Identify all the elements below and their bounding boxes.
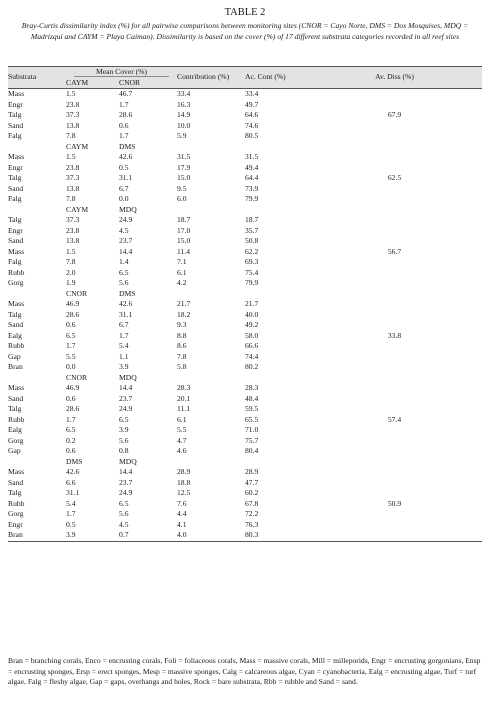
substrata-cell: Gap <box>8 446 21 455</box>
mean-cover-b-cell: 0.7 <box>119 530 177 541</box>
contribution-cell: 4.4 <box>177 509 187 518</box>
mean-cover-a-cell: 1.7 <box>66 414 76 424</box>
mean-cover-a-cell: 6.5 <box>66 330 76 340</box>
mean-cover-b-cell: 5.6 <box>119 509 129 518</box>
contribution-cell: 16.3 <box>177 99 191 109</box>
substrata-cell: Talg <box>8 215 22 224</box>
mean-cover-b-cell: 6.7 <box>119 183 129 193</box>
header-substrata: Substrata <box>8 67 66 89</box>
mean-cover-a-cell: 23.8 <box>66 225 80 235</box>
substrata-cell: Sand <box>8 183 24 193</box>
substrata-cell: Talg <box>8 110 22 119</box>
mean-cover-b-cell: 6.5 <box>119 267 129 277</box>
av-diss-cell: 62.5 <box>387 173 402 182</box>
substrata-cell: Rubb <box>8 498 25 508</box>
mean-cover-a-cell: 0.6 <box>66 393 76 403</box>
mean-cover-b-cell: 14.4 <box>119 467 133 476</box>
pair-site-b: MDQ <box>119 456 137 466</box>
contribution-cell: 4.1 <box>177 519 187 529</box>
pair-spacer <box>245 373 307 384</box>
contribution-cell: 18.8 <box>177 477 191 487</box>
table-caption: Bray-Curtis dissimilarity index (%) for all pairwise comparisons between monitoring sites (CNOR = Cayo Norte, DMS = Dos Mosquises, MDQ = Madrizquí and CAYM = Playa Caiman). Dissimilarity is based on the cover (%) of 17 different substrata categories recorded in all reef sites <box>21 21 469 41</box>
ac-cont-cell: 48.4 <box>245 393 259 403</box>
pair-spacer <box>177 289 245 300</box>
av-diss-cell: 56.7 <box>387 246 402 256</box>
contribution-cell: 10.0 <box>177 120 191 130</box>
substrata-cell: Bran <box>8 530 66 541</box>
substrata-cell: Rubb <box>8 267 25 277</box>
pair-spacer <box>8 373 66 384</box>
ac-cont-cell: 75.4 <box>245 267 259 277</box>
site-pair-row <box>8 457 482 468</box>
ac-cont-cell: 80.4 <box>245 446 259 455</box>
ac-cont-cell: 33.4 <box>245 89 259 98</box>
ac-cont-cell: 80.5 <box>245 131 259 140</box>
pair-spacer <box>307 205 482 216</box>
pair-spacer <box>307 142 482 153</box>
pair-spacer <box>245 205 307 216</box>
ac-cont-cell: 28.9 <box>245 467 259 476</box>
mean-cover-b-cell: 46.7 <box>119 89 133 98</box>
pair-spacer <box>8 289 66 300</box>
ac-cont-cell: 66.6 <box>245 341 259 350</box>
contribution-cell: 6.1 <box>177 414 187 424</box>
contribution-cell: 15.0 <box>177 173 191 182</box>
contribution-cell: 5.9 <box>177 131 187 140</box>
mean-cover-b-cell: 42.6 <box>119 299 133 308</box>
contribution-cell: 7.6 <box>177 498 187 508</box>
site-pair-row <box>8 289 482 300</box>
substrata-cell: Gorg <box>8 509 24 518</box>
mean-cover-a-cell: 1.7 <box>66 341 76 350</box>
mean-cover-a-cell: 5.4 <box>66 498 76 508</box>
pair-site-a: DMS <box>66 456 83 466</box>
table-row <box>8 299 482 310</box>
mean-cover-a-cell: 13.8 <box>66 183 80 193</box>
substrata-cell: Mass <box>8 467 25 476</box>
pair-spacer <box>245 457 307 468</box>
substrata-cell: Talg <box>8 173 22 182</box>
substrata-cell: Mass <box>8 383 25 392</box>
mean-cover-b-cell: 24.9 <box>119 404 133 413</box>
mean-cover-a-cell: 7.8 <box>66 257 76 266</box>
pair-spacer <box>177 205 245 216</box>
substrata-cell: Engr <box>8 99 23 109</box>
pair-spacer <box>307 289 482 300</box>
ac-cont-cell: 50.8 <box>245 236 259 245</box>
ac-cont-cell: 60.2 <box>245 488 259 497</box>
contribution-cell: 17.0 <box>177 225 191 235</box>
pair-site-b: MDQ <box>119 372 137 382</box>
mean-cover-a-cell: 42.6 <box>66 467 80 476</box>
pair-spacer <box>307 373 482 384</box>
substrata-cell: Engr <box>8 162 23 172</box>
table-label: TABLE 2 <box>224 7 266 18</box>
mean-cover-b-cell: 31.1 <box>119 173 133 182</box>
substrata-cell: Gap <box>8 351 21 361</box>
mean-cover-b-cell: 1.7 <box>119 131 129 140</box>
contribution-cell: 4.0 <box>177 530 245 541</box>
substrata-cell: Sand <box>8 320 24 329</box>
contribution-cell: 5.8 <box>177 362 187 371</box>
substrata-cell: Ealg <box>8 330 22 340</box>
substrata-cell: Mass <box>8 246 25 256</box>
contribution-cell: 7.8 <box>177 351 187 361</box>
substrata-cell: Sand <box>8 393 24 403</box>
pair-site-a: CAYM <box>66 141 89 151</box>
mean-cover-a-cell: 28.6 <box>66 309 80 319</box>
pair-site-a: CAYM <box>66 204 89 214</box>
ac-cont-cell: 72.2 <box>245 509 259 518</box>
contribution-cell: 11.1 <box>177 404 191 413</box>
contribution-cell: 6.1 <box>177 267 187 277</box>
contribution-cell: 28.9 <box>177 467 191 476</box>
substrata-cell: Falg <box>8 257 22 266</box>
ac-cont-cell: 73.9 <box>245 183 259 193</box>
ac-cont-cell: 64.4 <box>245 173 259 182</box>
ac-cont-cell: 80.2 <box>245 362 259 371</box>
ac-cont-cell: 79.9 <box>245 194 259 203</box>
ac-cont-cell: 64.6 <box>245 110 259 119</box>
mean-cover-b-cell: 4.5 <box>119 519 129 529</box>
contribution-cell: 17.9 <box>177 162 191 172</box>
mean-cover-a-cell: 3.9 <box>66 530 119 541</box>
mean-cover-a-cell: 28.6 <box>66 404 80 413</box>
dissimilarity-table <box>8 66 482 542</box>
table-row <box>8 467 482 478</box>
substrata-cell: Engr <box>8 225 23 235</box>
mean-cover-b-cell: 14.4 <box>119 383 133 392</box>
substrata-cell: Gorg <box>8 435 24 445</box>
header-site-b: CNOR <box>119 78 177 89</box>
site-pair-row <box>8 142 482 153</box>
substrata-cell: Talg <box>8 309 22 319</box>
ac-cont-cell: 40.0 <box>245 309 259 319</box>
substrata-cell: Talg <box>8 404 22 413</box>
substrata-cell: Ealg <box>8 425 22 434</box>
ac-cont-cell: 49.4 <box>245 162 259 172</box>
header-row-top <box>8 67 482 78</box>
table-row <box>8 383 482 394</box>
mean-cover-b-cell: 1.7 <box>119 330 129 340</box>
header-site-a: CAYM <box>66 78 119 89</box>
contribution-cell: 14.9 <box>177 110 191 119</box>
mean-cover-a-cell: 1.5 <box>66 152 76 161</box>
mean-cover-a-cell: 2.0 <box>66 267 76 277</box>
ac-cont-cell: 65.5 <box>245 414 259 424</box>
mean-cover-a-cell: 0.5 <box>66 519 76 529</box>
pair-site-b: MDQ <box>119 204 137 214</box>
ac-cont-cell: 18.7 <box>245 215 259 224</box>
mean-cover-a-cell: 46.9 <box>66 299 80 308</box>
contribution-cell: 5.5 <box>177 425 187 434</box>
mean-cover-b-cell: 1.1 <box>119 351 129 361</box>
av-diss-cell: 57.4 <box>387 414 402 424</box>
mean-cover-a-cell: 0.0 <box>66 362 76 371</box>
contribution-cell: 4.7 <box>177 435 187 445</box>
mean-cover-b-cell: 0.6 <box>119 120 129 130</box>
pair-spacer <box>8 205 66 216</box>
table-body <box>8 89 482 542</box>
mean-cover-a-cell: 7.8 <box>66 194 76 203</box>
contribution-cell: 9.5 <box>177 183 187 193</box>
mean-cover-a-cell: 13.8 <box>66 236 80 245</box>
substrata-cell: Mass <box>8 89 25 98</box>
mean-cover-b-cell: 5.4 <box>119 341 129 350</box>
contribution-cell: 18.2 <box>177 309 191 319</box>
pair-spacer <box>245 289 307 300</box>
mean-cover-b-cell: 28.6 <box>119 110 133 119</box>
mean-cover-b-cell: 24.9 <box>119 488 133 497</box>
mean-cover-b-cell: 42.6 <box>119 152 133 161</box>
ac-cont-cell: 35.7 <box>245 225 259 235</box>
ac-cont-cell: 58.0 <box>245 330 259 340</box>
ac-cont-cell: 69.3 <box>245 257 259 266</box>
ac-cont-cell: 31.5 <box>245 152 259 161</box>
mean-cover-b-cell: 6.5 <box>119 414 129 424</box>
substrata-cell: Rubb <box>8 341 25 350</box>
contribution-cell: 33.4 <box>177 89 191 98</box>
mean-cover-b-cell: 0.8 <box>119 446 129 455</box>
contribution-cell: 9.3 <box>177 320 187 329</box>
contribution-cell: 11.4 <box>177 246 191 256</box>
ac-cont-cell: 80.3 <box>245 530 307 541</box>
contribution-cell: 7.1 <box>177 257 187 266</box>
mean-cover-b-cell: 23.7 <box>119 393 133 403</box>
mean-cover-a-cell: 37.3 <box>66 110 80 119</box>
ac-cont-cell: 74.6 <box>245 120 259 130</box>
substrata-cell: Rubb <box>8 414 25 424</box>
ac-cont-cell: 59.5 <box>245 404 259 413</box>
pair-site-a: CNOR <box>66 288 88 298</box>
ac-cont-cell: 67.8 <box>245 498 259 508</box>
ac-cont-cell: 49.7 <box>245 99 259 109</box>
mean-cover-a-cell: 23.8 <box>66 162 80 172</box>
mean-cover-b-cell: 6.5 <box>119 498 129 508</box>
substrata-cell: Gorg <box>8 278 24 287</box>
mean-cover-a-cell: 0.6 <box>66 446 76 455</box>
mean-cover-a-cell: 7.8 <box>66 131 76 140</box>
pair-spacer <box>177 142 245 153</box>
mean-cover-b-cell: 0.5 <box>119 162 129 172</box>
mean-cover-a-cell: 0.2 <box>66 435 76 445</box>
mean-cover-a-cell: 6.6 <box>66 477 76 487</box>
ac-cont-cell: 75.7 <box>245 435 259 445</box>
mean-cover-a-cell: 5.5 <box>66 351 76 361</box>
pair-spacer <box>307 457 482 468</box>
mean-cover-b-cell: 6.7 <box>119 320 129 329</box>
contribution-cell: 4.2 <box>177 278 187 287</box>
av-diss-cell: 50.9 <box>307 467 482 541</box>
contribution-cell: 20.1 <box>177 393 191 403</box>
av-diss-cell: 33.8 <box>387 330 402 340</box>
ac-cont-cell: 49.2 <box>245 320 259 329</box>
mean-cover-a-cell: 6.5 <box>66 425 76 434</box>
mean-cover-b-cell: 31.1 <box>119 309 133 319</box>
substrata-cell: Engr <box>8 519 23 529</box>
pair-spacer <box>245 142 307 153</box>
pair-spacer <box>177 457 245 468</box>
mean-cover-a-cell: 1.9 <box>66 278 76 287</box>
mean-cover-b-cell: 14.4 <box>119 246 133 256</box>
substrata-cell: Sand <box>8 477 24 487</box>
pair-site-b: DMS <box>119 288 136 298</box>
ac-cont-cell: 71.0 <box>245 425 259 434</box>
mean-cover-b-cell: 5.6 <box>119 278 129 287</box>
mean-cover-a-cell: 1.5 <box>66 246 76 256</box>
pair-site-b: DMS <box>119 141 136 151</box>
header-mean-cover: Mean Cover (%) <box>66 67 177 78</box>
mean-cover-a-cell: 31.1 <box>66 488 80 497</box>
contribution-cell: 18.7 <box>177 215 191 224</box>
table-row <box>8 215 482 226</box>
contribution-cell: 31.5 <box>177 152 191 161</box>
ac-cont-cell: 76.3 <box>245 519 259 529</box>
pair-site-a: CNOR <box>66 372 88 382</box>
contribution-cell: 28.3 <box>177 383 191 392</box>
mean-cover-a-cell: 1.5 <box>66 89 76 98</box>
mean-cover-b-cell: 5.6 <box>119 435 129 445</box>
ac-cont-cell: 62.2 <box>245 246 259 256</box>
substrata-cell: Sand <box>8 236 24 245</box>
mean-cover-b-cell: 0.0 <box>119 194 129 203</box>
title-block <box>0 0 490 42</box>
mean-cover-a-cell: 46.9 <box>66 383 80 392</box>
contribution-cell: 6.0 <box>177 194 187 203</box>
header-av-diss: Av. Diss (%) <box>307 67 482 89</box>
substrata-cell: Falg <box>8 194 22 203</box>
mean-cover-a-cell: 37.3 <box>66 173 80 182</box>
pair-spacer <box>177 373 245 384</box>
mean-cover-a-cell: 0.6 <box>66 320 76 329</box>
table-row <box>8 89 482 100</box>
pair-spacer <box>8 457 66 468</box>
ac-cont-cell: 79.9 <box>245 278 259 287</box>
site-pair-row <box>8 205 482 216</box>
contribution-cell: 8.6 <box>177 341 187 350</box>
substrata-cell: Sand <box>8 120 24 130</box>
substrata-cell: Bran <box>8 362 23 371</box>
substrata-cell: Mass <box>8 299 25 308</box>
header-ac-cont: Ac. Cont (%) <box>245 67 307 89</box>
ac-cont-cell: 21.7 <box>245 299 259 308</box>
contribution-cell: 8.8 <box>177 330 187 340</box>
av-diss-cell: 67.9 <box>387 110 402 119</box>
substrata-cell: Mass <box>8 152 25 161</box>
mean-cover-b-cell: 1.4 <box>119 257 129 266</box>
mean-cover-a-cell: 13.8 <box>66 120 80 130</box>
ac-cont-cell: 74.4 <box>245 351 259 361</box>
mean-cover-b-cell: 1.7 <box>119 99 129 109</box>
header-contribution: Contribution (%) <box>177 67 245 89</box>
substrata-cell: Falg <box>8 131 22 140</box>
mean-cover-b-cell: 23.7 <box>119 477 133 487</box>
mean-cover-a-cell: 23.8 <box>66 99 80 109</box>
table-footnote: Bran = branching corals, Enco = encrusting corals, Foli = foliaceous corals, Mass = massive corals, Mill = milleporids, Engr = encrusting gorgonians, Ensp = encrusting sponges, Ersp = erect sponges, Mesp = massive sponges, Calg = calcareous algae, Cyan = cyanobacteria, Ealg = encrusting algae, Turf = turf algae, Falg = fleshy algae, Gap = gaps, overhangs and holes, Rock = bare substrata, Rbb = rubble and Sand = sand. <box>8 656 481 686</box>
mean-cover-b-cell: 23.7 <box>119 236 133 245</box>
site-pair-row <box>8 373 482 384</box>
contribution-cell: 4.6 <box>177 446 187 455</box>
contribution-cell: 12.5 <box>177 488 191 497</box>
mean-cover-a-cell: 37.3 <box>66 215 80 224</box>
substrata-cell: Talg <box>8 488 22 497</box>
ac-cont-cell: 47.7 <box>245 477 259 487</box>
contribution-cell: 21.7 <box>177 299 191 308</box>
mean-cover-b-cell: 3.9 <box>119 362 129 371</box>
mean-cover-a-cell: 1.7 <box>66 509 76 518</box>
mean-cover-b-cell: 4.5 <box>119 225 129 235</box>
mean-cover-b-cell: 3.9 <box>119 425 129 434</box>
mean-cover-b-cell: 24.9 <box>119 215 133 224</box>
contribution-cell: 15.0 <box>177 236 191 245</box>
pair-spacer <box>8 142 66 153</box>
ac-cont-cell: 28.3 <box>245 383 259 392</box>
table-row <box>8 152 482 163</box>
